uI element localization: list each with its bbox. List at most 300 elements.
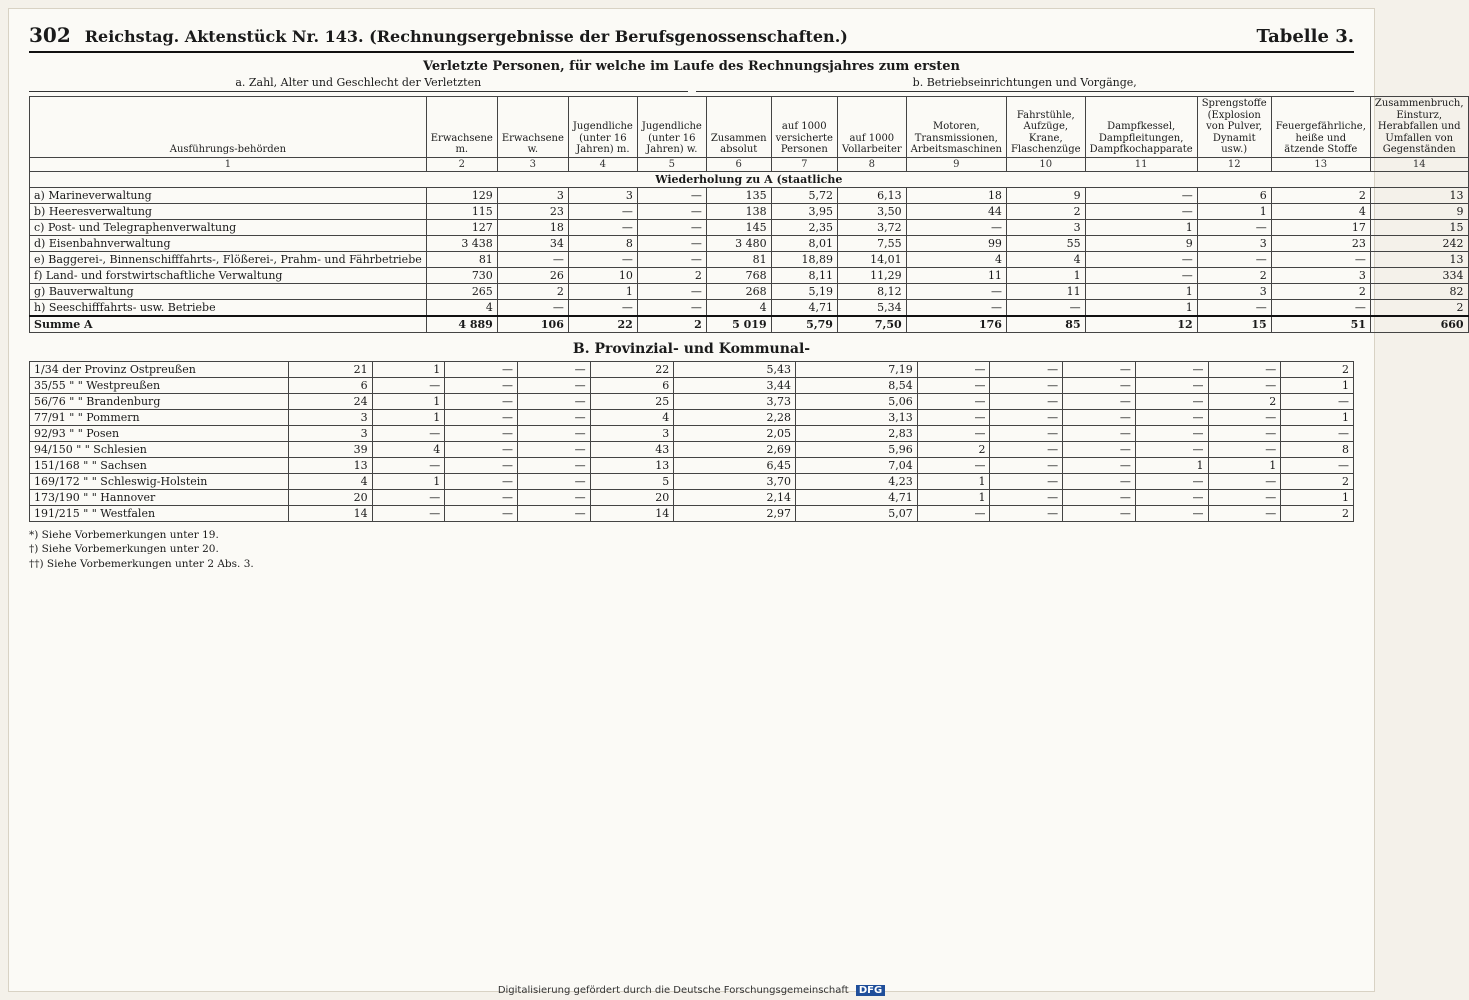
- table-cell: 20: [289, 489, 373, 505]
- row-label: 94/150 " " Schlesien: [30, 441, 289, 457]
- footnote: †) Siehe Vorbemerkungen unter 20.: [29, 543, 219, 556]
- column-header: Jugendliche (unter 16 Jahren) m.: [568, 97, 637, 158]
- table-cell: 2: [637, 267, 706, 283]
- footnote: ††) Siehe Vorbemerkungen unter 2 Abs. 3.: [29, 557, 254, 570]
- table-cell: 13: [590, 457, 674, 473]
- table-cell: 2: [1208, 393, 1281, 409]
- table-cell: 5,43: [674, 361, 796, 377]
- sum-cell: 15: [1197, 316, 1271, 333]
- subcaption-a: a. Zahl, Alter und Geschlecht der Verletzten: [29, 76, 688, 92]
- table-row: [30, 441, 1354, 457]
- dfg-logo: DFG: [856, 985, 885, 996]
- column-number: 4: [568, 157, 637, 171]
- table-cell: 18: [497, 219, 568, 235]
- table-cell: —: [1085, 203, 1197, 219]
- table-cell: 1: [372, 393, 445, 409]
- table-cell: 8,54: [796, 377, 918, 393]
- table-cell: 3: [1197, 235, 1271, 251]
- table-row: [30, 219, 1469, 235]
- table-row: [30, 361, 1354, 377]
- column-number: 8: [837, 157, 906, 171]
- table-cell: 1: [568, 283, 637, 299]
- table-cell: 2,83: [796, 425, 918, 441]
- table-cell: 8,12: [837, 283, 906, 299]
- column-number: 12: [1197, 157, 1271, 171]
- table-cell: 2,69: [674, 441, 796, 457]
- table-row: [30, 393, 1354, 409]
- table-row: [30, 299, 1469, 316]
- table-cell: 6: [289, 377, 373, 393]
- table-cell: —: [1208, 409, 1281, 425]
- table-cell: —: [1208, 473, 1281, 489]
- row-label: f) Land- und forstwirtschaftliche Verwaltung: [30, 267, 427, 283]
- table-cell: —: [372, 505, 445, 521]
- table-cell: 6,13: [837, 187, 906, 203]
- table-cell: —: [372, 425, 445, 441]
- table-cell: 5,07: [796, 505, 918, 521]
- table-cell: —: [1085, 251, 1197, 267]
- table-cell: 4: [1271, 203, 1370, 219]
- table-cell: —: [1063, 441, 1136, 457]
- sum-cell: 85: [1006, 316, 1085, 333]
- table-cell: 129: [426, 187, 497, 203]
- table-cell: 8: [1281, 441, 1354, 457]
- column-header: Zusammen absolut: [706, 97, 771, 158]
- column-number: 3: [497, 157, 568, 171]
- table-cell: —: [1271, 299, 1370, 316]
- table-cell: 4: [426, 299, 497, 316]
- table-cell: —: [917, 393, 990, 409]
- table-cell: 7,04: [796, 457, 918, 473]
- row-label: e) Baggerei-, Binnenschifffahrts-, Flößerei-, Prahm- und Fährbetriebe: [30, 251, 427, 267]
- table-cell: —: [445, 505, 518, 521]
- table-cell: —: [517, 393, 590, 409]
- table-cell: —: [637, 187, 706, 203]
- table-cell: 3,72: [837, 219, 906, 235]
- table-cell: —: [445, 489, 518, 505]
- table-row: [30, 267, 1469, 283]
- table-cell: —: [637, 251, 706, 267]
- column-number: 1: [30, 157, 427, 171]
- table-cell: 15: [1370, 219, 1468, 235]
- footnote: *) Siehe Vorbemerkungen unter 19.: [29, 528, 219, 541]
- table-cell: 2,14: [674, 489, 796, 505]
- table-cell: 145: [706, 219, 771, 235]
- column-header: Motoren, Transmissionen, Arbeitsmaschinen: [906, 97, 1006, 158]
- table-cell: 1: [1085, 283, 1197, 299]
- section-a-rows: [30, 171, 1469, 332]
- table-cell: 1: [372, 361, 445, 377]
- document-page: [8, 8, 1464, 992]
- table-cell: —: [917, 361, 990, 377]
- column-header: Erwachsene w.: [497, 97, 568, 158]
- table-cell: 3: [1271, 267, 1370, 283]
- table-row: [30, 457, 1354, 473]
- table-cell: —: [445, 393, 518, 409]
- sum-cell: 5,79: [771, 316, 837, 333]
- table-cell: —: [990, 457, 1063, 473]
- column-header: Erwachsene m.: [426, 97, 497, 158]
- sum-cell: 5 019: [706, 316, 771, 333]
- column-header: Sprengstoffe (Explosion von Pulver, Dynamit usw.): [1197, 97, 1271, 158]
- column-number-row: [30, 157, 1469, 171]
- table-cell: 115: [426, 203, 497, 219]
- table-cell: —: [1281, 425, 1354, 441]
- table-cell: —: [990, 489, 1063, 505]
- table-cell: 3 438: [426, 235, 497, 251]
- table-cell: —: [517, 489, 590, 505]
- column-number: 13: [1271, 157, 1370, 171]
- table-row: [30, 203, 1469, 219]
- table-cell: 5,19: [771, 283, 837, 299]
- table-cell: 3: [497, 187, 568, 203]
- column-header-row: [30, 97, 1469, 158]
- table-cell: 1: [1281, 377, 1354, 393]
- table-cell: 265: [426, 283, 497, 299]
- column-header: auf 1000 Vollarbeiter: [837, 97, 906, 158]
- table-cell: 2: [1271, 187, 1370, 203]
- section-a-heading: Wiederholung zu A (staatliche: [30, 171, 1469, 187]
- table-cell: 8,11: [771, 267, 837, 283]
- table-cell: 4,71: [796, 489, 918, 505]
- table-cell: 138: [706, 203, 771, 219]
- table-cell: —: [917, 425, 990, 441]
- table-cell: —: [917, 377, 990, 393]
- table-cell: 3,44: [674, 377, 796, 393]
- table-cell: 14: [289, 505, 373, 521]
- table-cell: 127: [426, 219, 497, 235]
- sum-cell: 4 889: [426, 316, 497, 333]
- table-cell: 1: [1135, 457, 1208, 473]
- table-cell: —: [990, 409, 1063, 425]
- row-label: 1/34 der Provinz Ostpreußen: [30, 361, 289, 377]
- table-cell: —: [568, 203, 637, 219]
- table-cell: —: [1197, 219, 1271, 235]
- table-row: [30, 409, 1354, 425]
- table-cell: 14,01: [837, 251, 906, 267]
- table-cell: —: [568, 219, 637, 235]
- column-number: 7: [771, 157, 837, 171]
- sum-cell: 7,50: [837, 316, 906, 333]
- row-label: 92/93 " " Posen: [30, 425, 289, 441]
- table-cell: 81: [426, 251, 497, 267]
- table-cell: 1: [1085, 219, 1197, 235]
- table-cell: 1: [1281, 409, 1354, 425]
- table-cell: 1: [1281, 489, 1354, 505]
- table-cell: —: [1063, 457, 1136, 473]
- table-cell: 268: [706, 283, 771, 299]
- column-number: 6: [706, 157, 771, 171]
- table-cell: —: [1063, 425, 1136, 441]
- table-cell: —: [1208, 505, 1281, 521]
- row-label: 151/168 " " Sachsen: [30, 457, 289, 473]
- table-cell: —: [517, 425, 590, 441]
- table-cell: 6,45: [674, 457, 796, 473]
- table-cell: 4,71: [771, 299, 837, 316]
- table-cell: 3: [289, 409, 373, 425]
- table-cell: 2: [1281, 505, 1354, 521]
- table-cell: 82: [1370, 283, 1468, 299]
- subcaption-b: b. Betriebseinrichtungen und Vorgänge,: [696, 76, 1355, 92]
- sum-cell: 51: [1271, 316, 1370, 333]
- table-cell: —: [1208, 361, 1281, 377]
- column-header: Ausführungs-behörden: [30, 97, 427, 158]
- table-cell: 3,95: [771, 203, 837, 219]
- table-cell: 18: [906, 187, 1006, 203]
- table-cell: —: [1135, 441, 1208, 457]
- table-cell: —: [1135, 489, 1208, 505]
- table-cell: 25: [590, 393, 674, 409]
- table-cell: —: [517, 361, 590, 377]
- table-cell: 3: [1006, 219, 1085, 235]
- table-cell: —: [1006, 299, 1085, 316]
- table-cell: 3,13: [796, 409, 918, 425]
- table-cell: 4: [289, 473, 373, 489]
- table-cell: —: [497, 299, 568, 316]
- table-cell: 26: [497, 267, 568, 283]
- sum-cell: 2: [637, 316, 706, 333]
- section-b-rows: [30, 361, 1354, 521]
- table-cell: 334: [1370, 267, 1468, 283]
- table-cell: —: [445, 425, 518, 441]
- table-cell: 6: [1197, 187, 1271, 203]
- table-cell: —: [1085, 267, 1197, 283]
- row-label: 35/55 " " Westpreußen: [30, 377, 289, 393]
- table-cell: 4,23: [796, 473, 918, 489]
- statistics-table: [29, 96, 1469, 333]
- digitization-credit: [0, 985, 1383, 996]
- table-cell: 81: [706, 251, 771, 267]
- table-cell: 242: [1370, 235, 1468, 251]
- row-label: 77/91 " " Pommern: [30, 409, 289, 425]
- page-number: 302: [29, 23, 71, 47]
- table-cell: 7,19: [796, 361, 918, 377]
- table-cell: 2,97: [674, 505, 796, 521]
- table-cell: 9: [1085, 235, 1197, 251]
- table-cell: —: [917, 457, 990, 473]
- table-cell: —: [1135, 473, 1208, 489]
- table-cell: —: [497, 251, 568, 267]
- table-cell: —: [1208, 441, 1281, 457]
- column-number: 11: [1085, 157, 1197, 171]
- table-cell: 3: [568, 187, 637, 203]
- table-cell: —: [637, 235, 706, 251]
- table-cell: —: [1281, 393, 1354, 409]
- table-cell: 8,01: [771, 235, 837, 251]
- table-cell: —: [445, 361, 518, 377]
- table-cell: —: [906, 219, 1006, 235]
- row-label: b) Heeresverwaltung: [30, 203, 427, 219]
- table-row: [30, 251, 1469, 267]
- table-cell: 13: [289, 457, 373, 473]
- table-cell: 20: [590, 489, 674, 505]
- running-title: Reichstag. Aktenstück Nr. 143. (Rechnungsergebnisse der Berufsgenossenschaften.): [84, 27, 848, 46]
- column-number: 2: [426, 157, 497, 171]
- table-cell: 1: [917, 489, 990, 505]
- table-cell: 13: [1370, 187, 1468, 203]
- column-header: Jugendliche (unter 16 Jahren) w.: [637, 97, 706, 158]
- column-header: Fahrstühle, Aufzüge, Krane, Flaschenzüge: [1006, 97, 1085, 158]
- table-row: [30, 489, 1354, 505]
- table-cell: —: [990, 425, 1063, 441]
- table-cell: 2: [1006, 203, 1085, 219]
- table-cell: —: [906, 283, 1006, 299]
- table-cell: —: [1135, 425, 1208, 441]
- table-cell: —: [445, 409, 518, 425]
- table-cell: 5,34: [837, 299, 906, 316]
- table-cell: —: [1197, 299, 1271, 316]
- table-row: [30, 425, 1354, 441]
- table-cell: —: [517, 473, 590, 489]
- table-row: [30, 377, 1354, 393]
- column-number: 10: [1006, 157, 1085, 171]
- table-cell: 2: [1281, 473, 1354, 489]
- table-cell: —: [637, 203, 706, 219]
- table-cell: 1: [1085, 299, 1197, 316]
- table-cell: —: [445, 441, 518, 457]
- column-header: Dampfkessel, Dampfleitungen, Dampfkochapparate: [1085, 97, 1197, 158]
- table-cell: —: [568, 299, 637, 316]
- table-cell: 9: [1370, 203, 1468, 219]
- table-cell: —: [517, 377, 590, 393]
- table-cell: —: [906, 299, 1006, 316]
- table-cell: 1: [1208, 457, 1281, 473]
- table-cell: —: [1063, 409, 1136, 425]
- section-b-table: [29, 361, 1354, 522]
- table-cell: —: [445, 473, 518, 489]
- table-cell: —: [990, 393, 1063, 409]
- column-number: 14: [1370, 157, 1468, 171]
- table-cell: —: [637, 219, 706, 235]
- table-cell: 768: [706, 267, 771, 283]
- table-cell: 11: [906, 267, 1006, 283]
- column-number: 5: [637, 157, 706, 171]
- column-number: 9: [906, 157, 1006, 171]
- table-cell: 44: [906, 203, 1006, 219]
- table-cell: 23: [497, 203, 568, 219]
- sum-cell: 12: [1085, 316, 1197, 333]
- table-row: [30, 283, 1469, 299]
- footnotes: [29, 528, 1354, 572]
- table-cell: —: [1208, 425, 1281, 441]
- table-cell: —: [1135, 393, 1208, 409]
- table-cell: 2: [1197, 267, 1271, 283]
- table-cell: —: [917, 505, 990, 521]
- table-cell: —: [1135, 361, 1208, 377]
- table-cell: —: [1135, 377, 1208, 393]
- column-header: Feuergefährliche, heiße und ätzende Stoffe: [1271, 97, 1370, 158]
- sum-cell: 22: [568, 316, 637, 333]
- table-cell: 1: [372, 409, 445, 425]
- table-cell: 5,96: [796, 441, 918, 457]
- table-row: [30, 187, 1469, 203]
- table-cell: 3: [289, 425, 373, 441]
- table-cell: —: [1135, 505, 1208, 521]
- table-subcaptions: [29, 76, 1354, 92]
- table-cell: 4: [590, 409, 674, 425]
- table-cell: —: [517, 505, 590, 521]
- table-cell: 3: [590, 425, 674, 441]
- sum-label: Summe A: [30, 316, 427, 333]
- table-cell: 7,55: [837, 235, 906, 251]
- sum-cell: 106: [497, 316, 568, 333]
- table-reference: Tabelle 3.: [1256, 26, 1354, 47]
- table-cell: —: [1063, 489, 1136, 505]
- table-cell: —: [990, 441, 1063, 457]
- table-cell: —: [568, 251, 637, 267]
- table-cell: —: [1208, 377, 1281, 393]
- table-cell: —: [1063, 473, 1136, 489]
- table-cell: 21: [289, 361, 373, 377]
- table-cell: 5,72: [771, 187, 837, 203]
- table-cell: —: [517, 409, 590, 425]
- sum-cell: 176: [906, 316, 1006, 333]
- table-cell: 99: [906, 235, 1006, 251]
- row-label: h) Seeschifffahrts- usw. Betriebe: [30, 299, 427, 316]
- table-cell: 4: [906, 251, 1006, 267]
- row-label: d) Eisenbahnverwaltung: [30, 235, 427, 251]
- table-cell: 2: [1370, 299, 1468, 316]
- table-cell: 43: [590, 441, 674, 457]
- table-cell: 13: [1370, 251, 1468, 267]
- table-row: [30, 505, 1354, 521]
- table-cell: 11,29: [837, 267, 906, 283]
- table-cell: 10: [568, 267, 637, 283]
- table-cell: 3,73: [674, 393, 796, 409]
- table-cell: 14: [590, 505, 674, 521]
- table-cell: —: [1208, 489, 1281, 505]
- table-cell: 9: [1006, 187, 1085, 203]
- credit-text: Digitalisierung gefördert durch die Deutsche Forschungsgemeinschaft: [497, 985, 849, 996]
- table-cell: 24: [289, 393, 373, 409]
- row-label: 173/190 " " Hannover: [30, 489, 289, 505]
- table-cell: 4: [372, 441, 445, 457]
- table-cell: 34: [497, 235, 568, 251]
- table-cell: 2: [1281, 361, 1354, 377]
- table-cell: —: [1271, 251, 1370, 267]
- table-cell: —: [1197, 251, 1271, 267]
- table-cell: 18,89: [771, 251, 837, 267]
- table-cell: 4: [1006, 251, 1085, 267]
- column-header: Zusammenbruch, Einsturz, Herabfallen und Umfallen von Gegenständen: [1370, 97, 1468, 158]
- table-cell: —: [637, 299, 706, 316]
- table-cell: 4: [706, 299, 771, 316]
- table-cell: —: [1063, 377, 1136, 393]
- table-cell: 2: [497, 283, 568, 299]
- row-label: 169/172 " " Schleswig-Holstein: [30, 473, 289, 489]
- table-cell: 1: [1006, 267, 1085, 283]
- table-cell: 3,50: [837, 203, 906, 219]
- table-row: [30, 473, 1354, 489]
- table-cell: —: [517, 457, 590, 473]
- column-header: auf 1000 versicherte Personen: [771, 97, 837, 158]
- table-cell: 17: [1271, 219, 1370, 235]
- table-cell: —: [372, 457, 445, 473]
- table-cell: 3: [1197, 283, 1271, 299]
- table-cell: —: [1135, 409, 1208, 425]
- row-label: a) Marineverwaltung: [30, 187, 427, 203]
- section-b-heading: B. Provinzial- und Kommunal-: [572, 340, 811, 357]
- table-cell: —: [372, 377, 445, 393]
- table-cell: —: [517, 441, 590, 457]
- table-cell: —: [990, 361, 1063, 377]
- table-cell: 5,06: [796, 393, 918, 409]
- table-cell: 23: [1271, 235, 1370, 251]
- table-cell: —: [372, 489, 445, 505]
- table-cell: 1: [1197, 203, 1271, 219]
- table-cell: 11: [1006, 283, 1085, 299]
- sum-cell: 660: [1370, 316, 1468, 333]
